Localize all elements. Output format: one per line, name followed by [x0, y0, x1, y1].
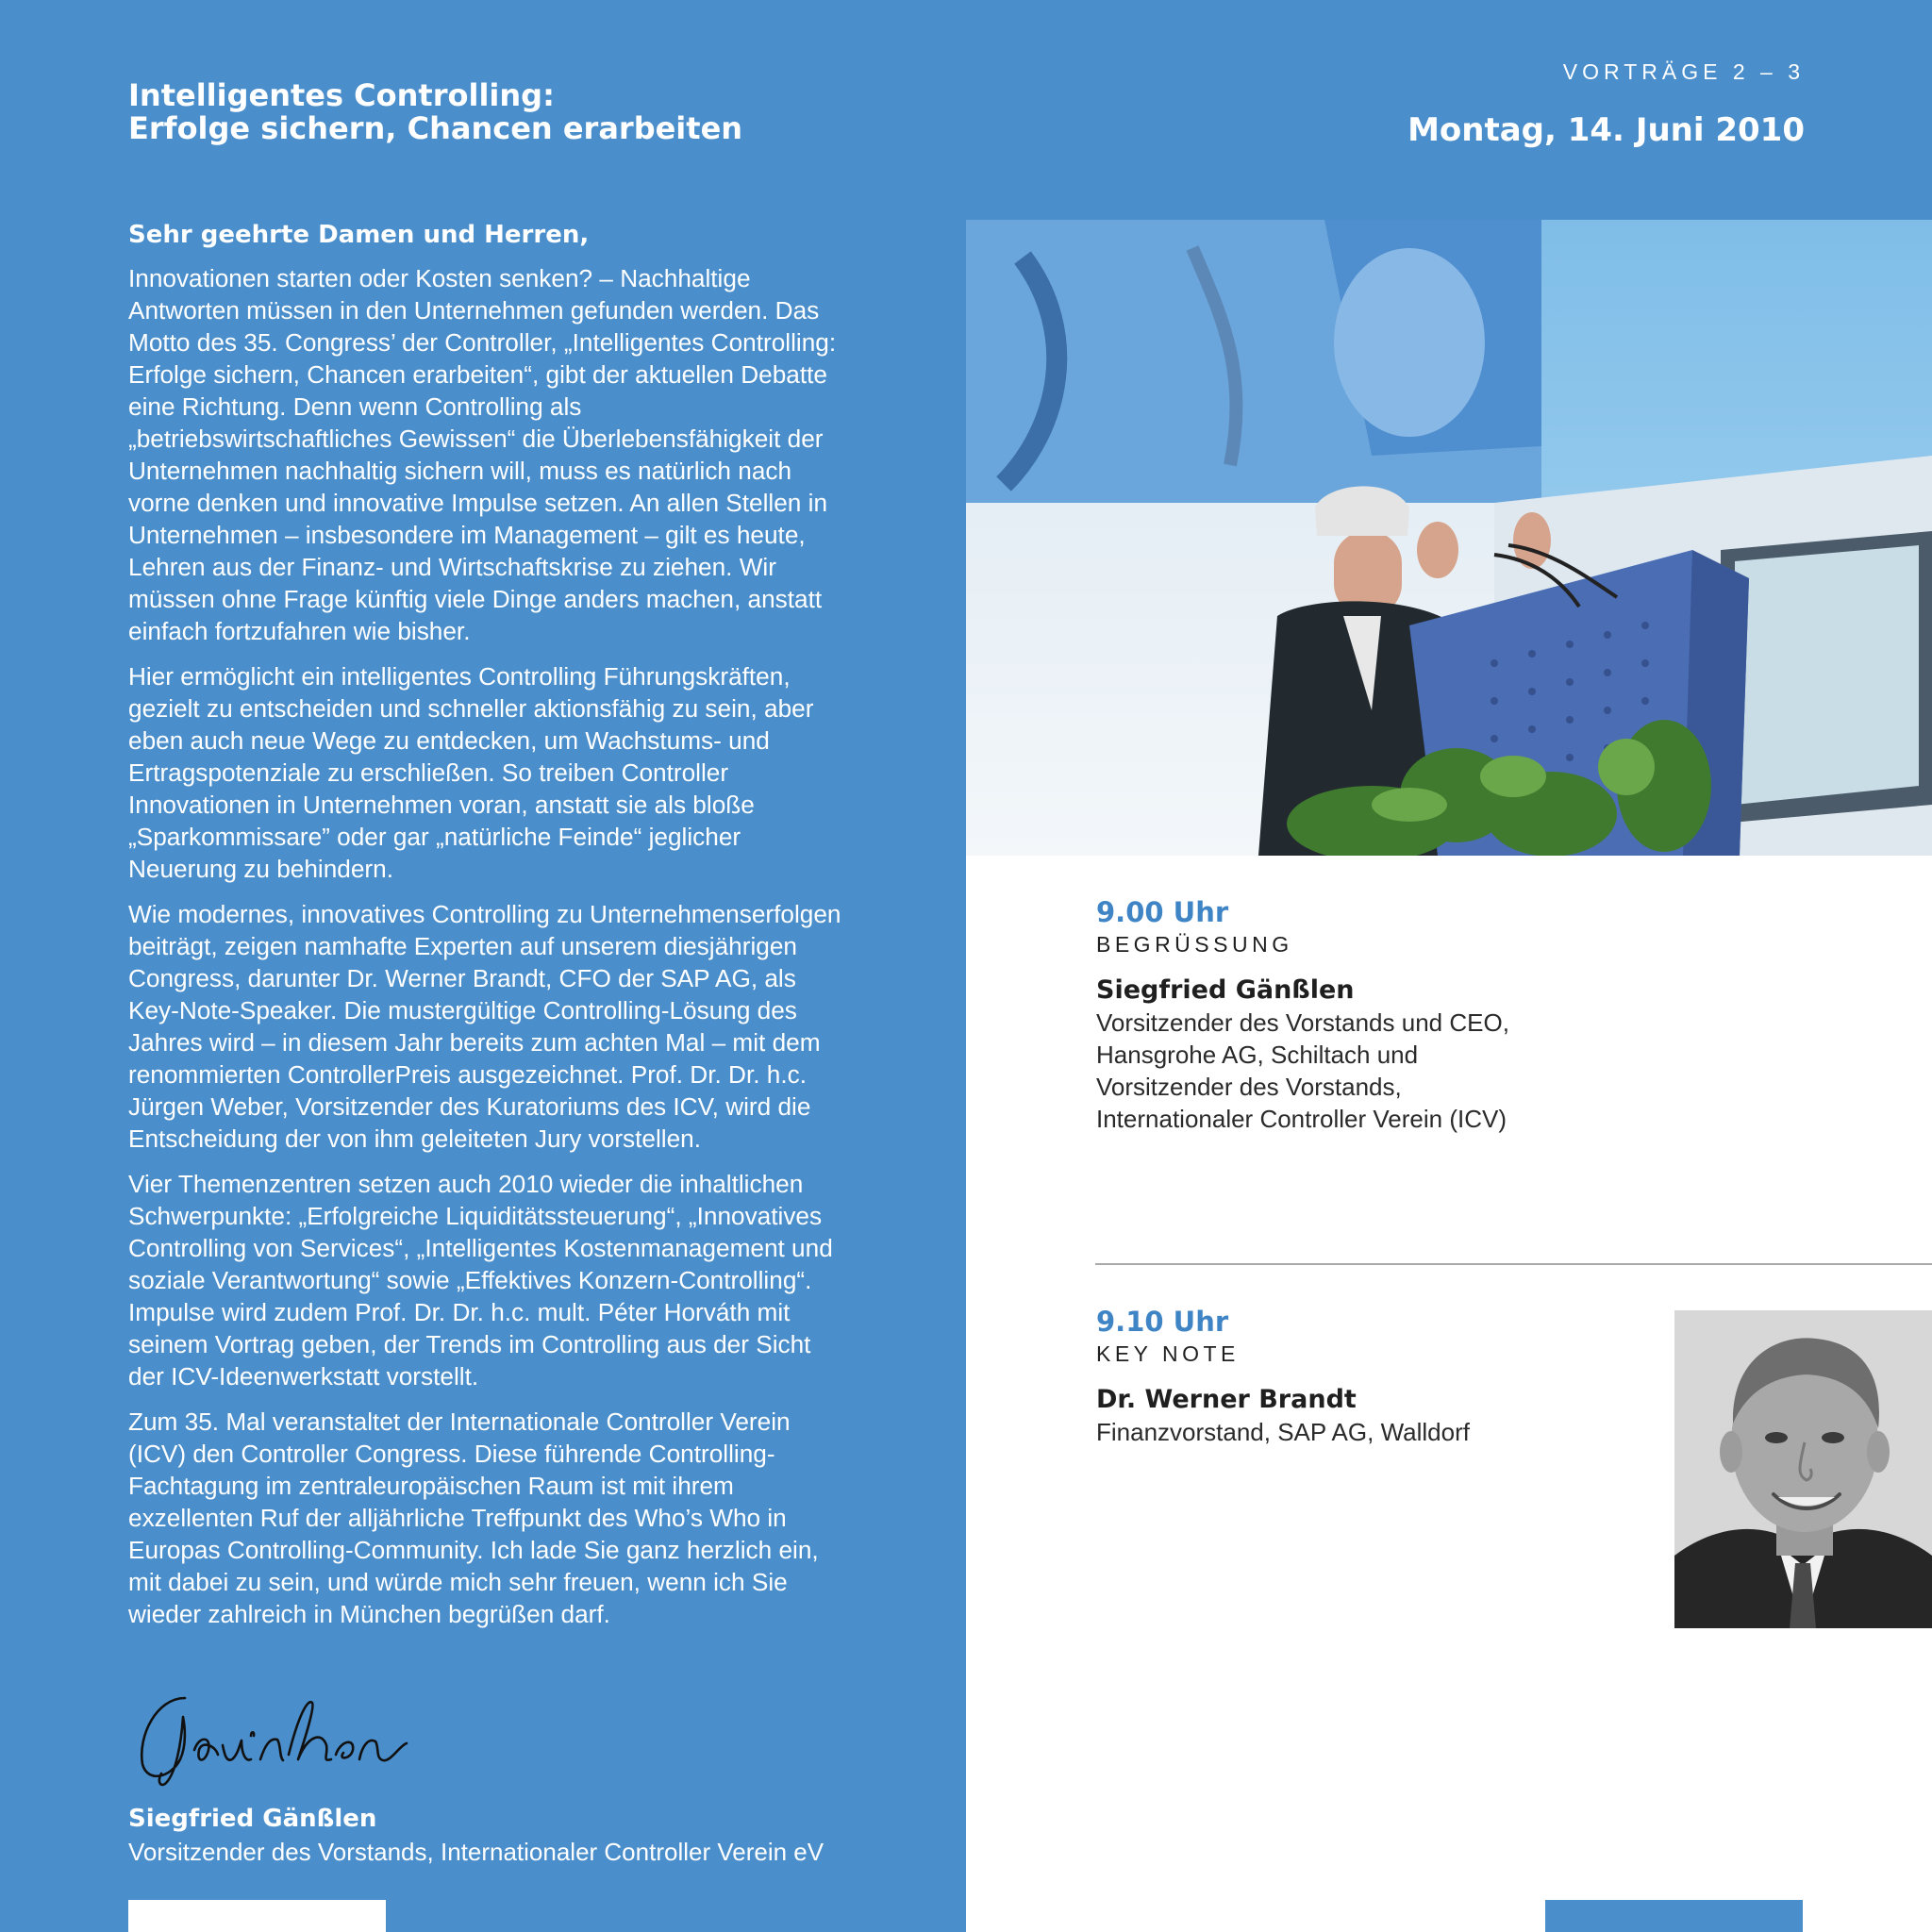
page-tab-marker-right	[1545, 1900, 1803, 1932]
program-divider	[1095, 1263, 1932, 1265]
slot-time: 9.00 Uhr	[1096, 896, 1229, 928]
section-label: VORTRÄGE 2 – 3	[1562, 59, 1805, 84]
page-tab-marker-left	[128, 1900, 386, 1932]
handwritten-signature	[128, 1679, 421, 1792]
program-slot-welcome	[1096, 895, 1509, 1135]
speaker-detail: Vorsitzender des Vorstands und CEO,	[1096, 1008, 1509, 1037]
slot-type: KEY NOTE	[1096, 1341, 1240, 1366]
speaker-name: Siegfried Gänßlen	[1096, 975, 1355, 1005]
salutation: Sehr geehrte Damen und Herren,	[128, 221, 590, 249]
signature-graphic	[128, 1679, 421, 1792]
letter-paragraph: Vier Themenzentren setzen auch 2010 wieder die inhaltlichen Schwerpunkte: „Erfolgreiche Liquiditätssteuerung“, „Innovatives Controlling von Services“, „Intelligentes Kostenmanagement und soziale Verantwortung“ sowie „Effektives Konzern-Controlling“. Impulse wird zudem Prof. Dr. Dr. h.c. mult. Péter Horváth mit seinem Vortrag geben, der Trends im Controlling aus der Sicht der ICV-Ideenwerkstatt vorstellt.	[128, 1170, 833, 1391]
speaker-portrait	[1674, 1310, 1932, 1628]
stage-photo	[966, 220, 1932, 856]
portrait-illustration	[1674, 1310, 1932, 1628]
letter-paragraph: Hier ermöglicht ein intelligentes Controlling Führungskräften, gezielt zu entscheiden und schneller aktionsfähig zu sein, aber eben auch neue Wege zu entdecken, um Wachstums- und Ertragspotenziale zu erschließen. So treiben Controller Innovationen in Unternehmen voran, anstatt sie als bloße „Sparkommissare” oder gar „natürliche Feinde“ jeglicher Neuerung zu behindern.	[128, 662, 814, 883]
program-slot-keynote	[1096, 1305, 1470, 1448]
event-date: Montag, 14. Juni 2010	[1407, 111, 1805, 149]
signer-role: Vorsitzender des Vorstands, Internationaler Controller Verein eV	[128, 1838, 824, 1866]
letter-paragraph: Wie modernes, innovatives Controlling zu Unternehmenserfolgen beiträgt, zeigen namhafte Experten auf unserem diesjährigen Congress, darunter Dr. Werner Brandt, CFO der SAP AG, als Key-Note-Speaker. Die mustergültige Controlling-Lösung des Jahres wird – in diesem Jahr bereits zum achten Mal – mit dem renommierten ControllerPreis ausgezeichnet. Prof. Dr. Dr. h.c. Jürgen Weber, Vorsitzender des Kuratoriums des ICV, wird die Entscheidung der von ihm geleiteten Jury vorstellen.	[128, 900, 841, 1153]
letter-paragraph: Innovationen starten oder Kosten senken? – Nachhaltige Antworten müssen in den Unternehmen gefunden werden. Das Motto des 35. Congress’ der Controller, „Intelligentes Controlling: Erfolge sichern, Chancen erarbeiten“, gibt der aktuellen Debatte eine Richtung. Denn wenn Controlling als „betriebswirtschaftliches Gewissen“ die Überlebensfähigkeit der Unternehmen nachhaltig sichern will, muss es natürlich nach vorne denken und innovative Impulse setzen. An allen Stellen in Unternehmen – insbesondere im Management – gilt es heute, Lehren aus der Finanz- und Wirtschaftskrise zu ziehen. Wir müssen ohne Frage künftig viele Dinge anders machen, anstatt einfach fortzufahren wie bisher.	[128, 264, 837, 645]
letter-paragraph: Zum 35. Mal veranstaltet der Internationale Controller Verein (ICV) den Controller Congress. Diese führende Controlling-Fachtagung im zentraleuropäischen Raum ist mit ihrem exzellenten Ruf der alljährliche Treffpunkt des Who’s Who in Europas Controlling-Community. Ich lade Sie ganz herzlich ein, mit dabei zu sein, und würde mich sehr freuen, wenn ich Sie wieder zahlreich in München begrüßen darf.	[128, 1407, 819, 1628]
speaker-name: Dr. Werner Brandt	[1096, 1385, 1357, 1414]
title-line-2: Erfolge sichern, Chancen erarbeiten	[128, 110, 743, 146]
speaker-detail: Hansgrohe AG, Schiltach und	[1096, 1041, 1419, 1069]
stage-photo-illustration	[966, 220, 1932, 856]
signer-name: Siegfried Gänßlen	[128, 1805, 377, 1833]
slot-type: BEGRÜSSUNG	[1096, 932, 1293, 957]
speaker-detail: Vorsitzender des Vorstands,	[1096, 1073, 1402, 1101]
speaker-detail: Internationaler Controller Verein (ICV)	[1096, 1105, 1507, 1133]
welcome-letter	[128, 219, 845, 1643]
speaker-detail: Finanzvorstand, SAP AG, Walldorf	[1096, 1418, 1470, 1446]
title-line-1: Intelligentes Controlling:	[128, 77, 555, 113]
slot-time: 9.10 Uhr	[1096, 1306, 1229, 1338]
document-title	[128, 79, 845, 145]
